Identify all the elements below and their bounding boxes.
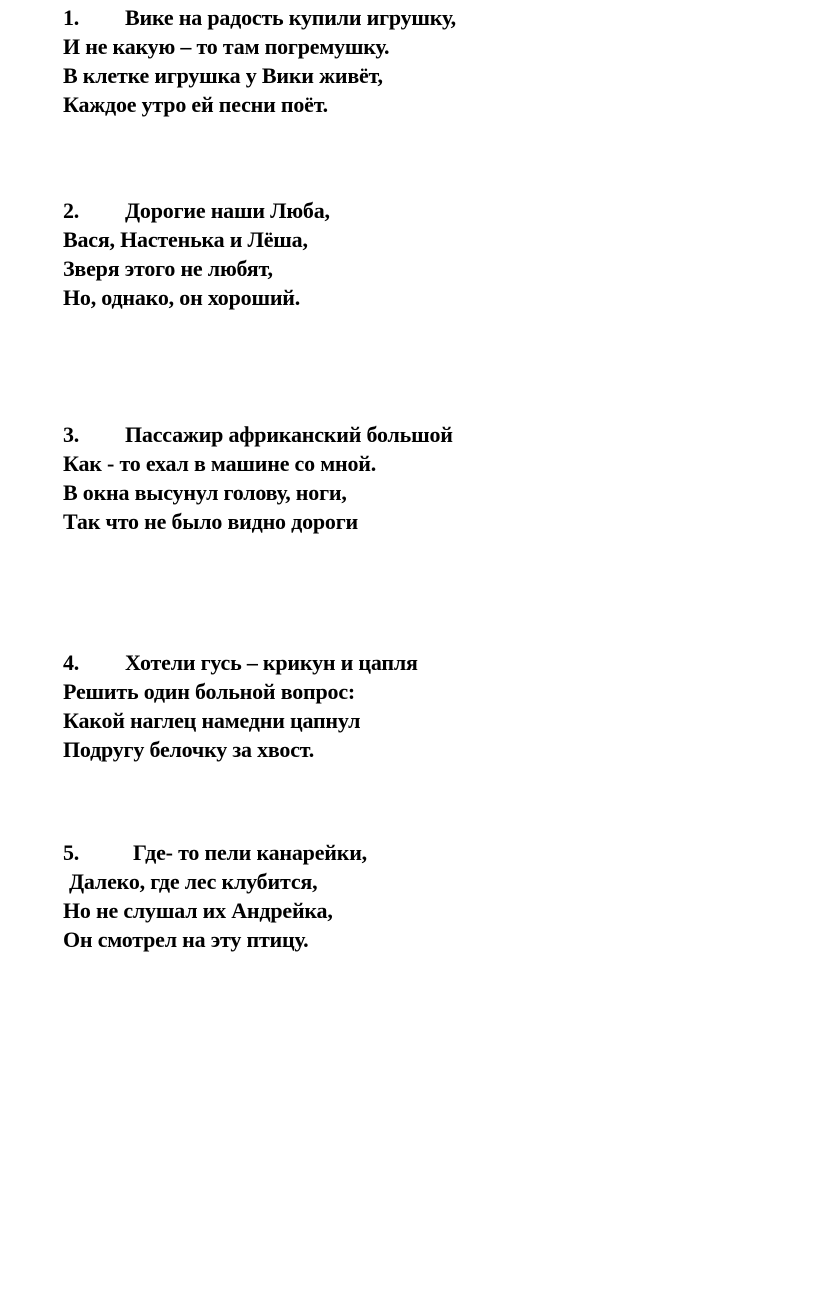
riddle-1 (63, 3, 783, 119)
riddle-3 (63, 420, 783, 536)
riddle-line: Зверя этого не любят, (63, 256, 273, 281)
riddle-number: 1. (63, 5, 80, 30)
riddle-line: Подругу белочку за хвост. (63, 737, 315, 762)
riddle-line: И не какую – то там погремушку. (63, 34, 390, 59)
riddle-line: Далеко, где лес клубится, (69, 869, 318, 894)
riddle-line (63, 420, 783, 449)
riddle-line: В окна высунул голову, ноги, (63, 480, 347, 505)
riddle-line: Так что не было видно дороги (63, 509, 358, 534)
riddle-line-text: Дорогие наши Люба, (125, 198, 330, 223)
riddle-line: Он смотрел на эту птицу. (63, 927, 309, 952)
riddle-line: Но не слушал их Андрейка, (63, 898, 333, 923)
riddle-line-text: Пассажир африканский большой (125, 422, 453, 447)
riddle-line-text: Где- то пели канарейки, (133, 840, 367, 865)
riddle-line: Каждое утро ей песни поёт. (63, 92, 328, 117)
riddle-line: Как - то ехал в машине со мной. (63, 451, 377, 476)
riddle-line-text: Вике на радость купили игрушку, (125, 5, 456, 30)
riddle-line (63, 196, 783, 225)
riddle-5 (63, 838, 783, 954)
riddle-line-text: Хотели гусь – крикун и цапля (125, 650, 418, 675)
riddle-line (63, 3, 783, 32)
riddle-4 (63, 648, 783, 764)
riddle-line (63, 838, 783, 867)
riddle-line: Вася, Настенька и Лёша, (63, 227, 308, 252)
riddle-number: 5. (63, 840, 80, 865)
riddle-number: 2. (63, 198, 80, 223)
riddle-number: 4. (63, 650, 80, 675)
riddle-number: 3. (63, 422, 80, 447)
riddle-line: Но, однако, он хороший. (63, 285, 301, 310)
riddle-line: В клетке игрушка у Вики живёт, (63, 63, 383, 88)
riddle-2 (63, 196, 783, 312)
riddle-line: Решить один больной вопрос: (63, 679, 356, 704)
riddle-line: Какой наглец намедни цапнул (63, 708, 361, 733)
riddle-line (63, 648, 783, 677)
